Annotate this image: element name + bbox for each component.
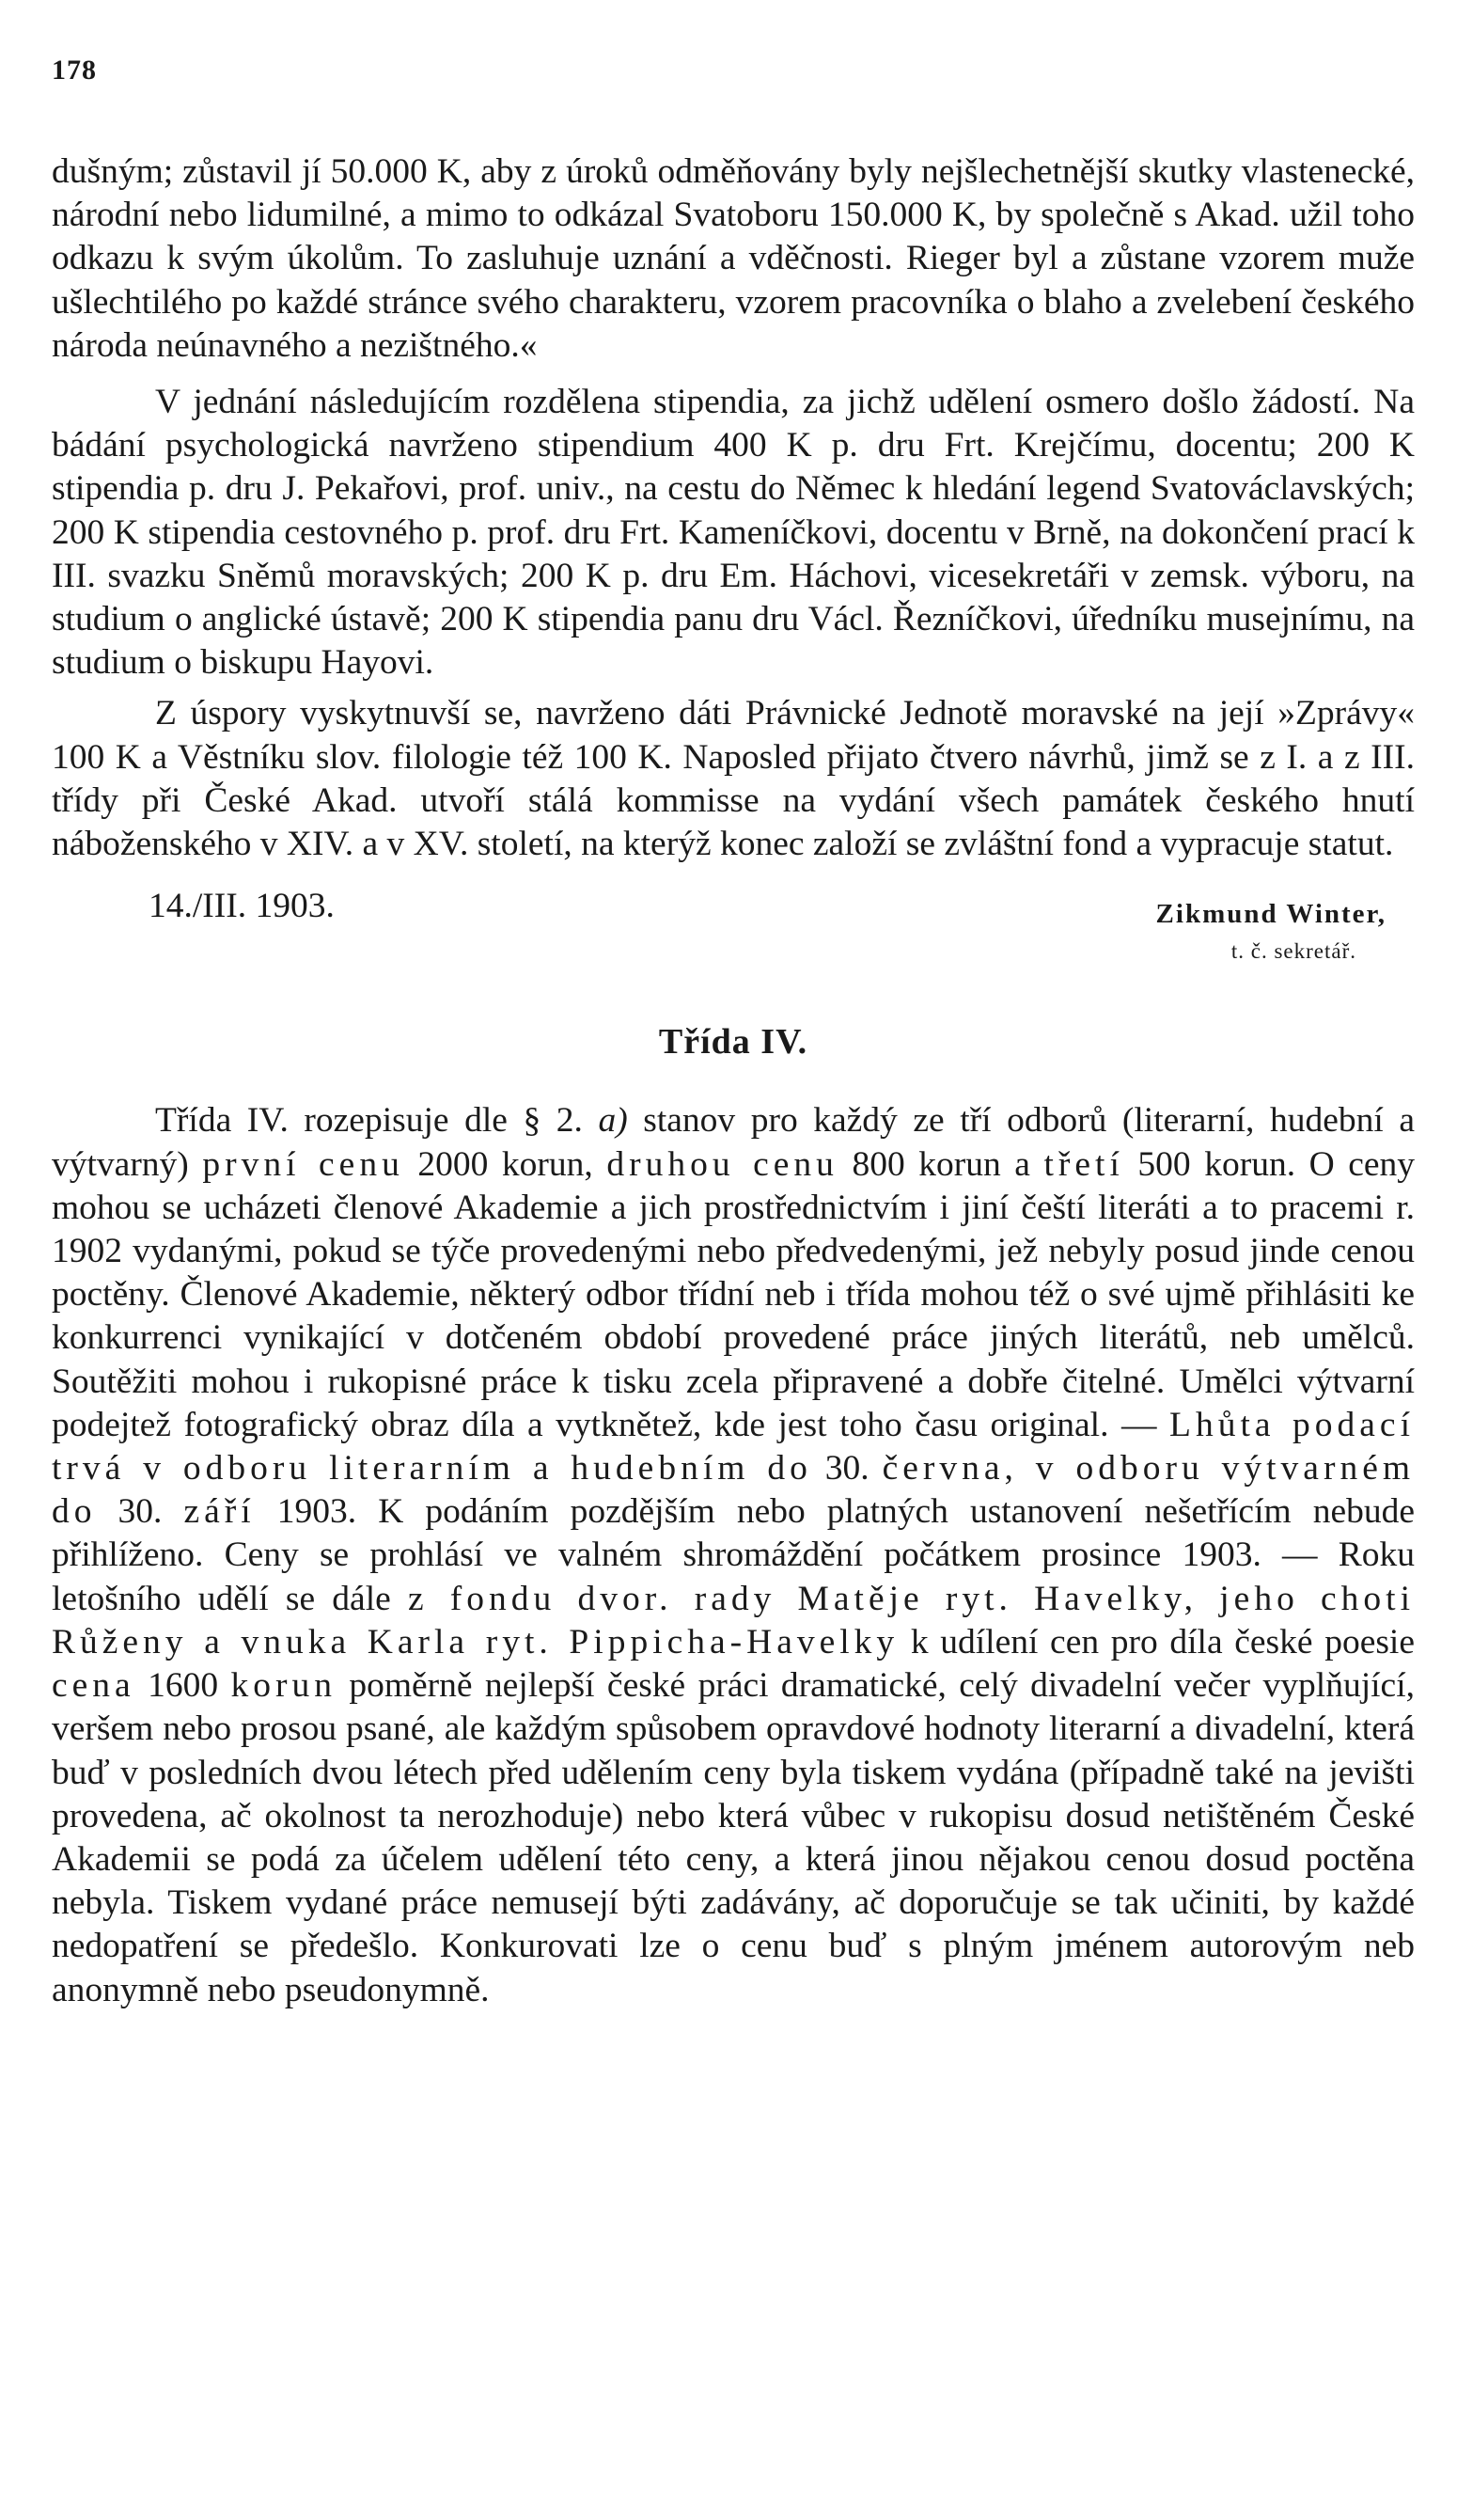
text-run-spaced: první cenu bbox=[202, 1144, 404, 1184]
text-run-spaced: z fondu dvor. rady Matěje ryt. Havelky, jeho choti Růženy a vnuka Karla ryt. Pippicha-Havelky bbox=[52, 1579, 1415, 1662]
text-block bbox=[52, 150, 1415, 2012]
text-run-normal: k udílení cen pro díla české poesie bbox=[899, 1622, 1415, 1662]
text-run-spaced: června, v odboru výtvarném do bbox=[52, 1449, 1416, 1532]
text-run-normal: 800 korun a bbox=[838, 1144, 1044, 1184]
paragraph-stipends: V jednání následujícím rozdělena stipendia, za jichž udělení osmero došlo žádostí. Na bádání psychologická navrženo stipendium 400 K p. dru Frt. Krejčímu, docentu; 200 K stipendia p. dru J. Pekařovi, prof. univ., na cestu do Němec k hledání legend Svatováclavských; 200 K stipendia cestovného p. prof. dru Frt. Kameníčkovi, docentu v Brně, na dokončení prací k III. svazku Sněmů moravských; 200 K p. dru Em. Háchovi, vicesekretáři v zemsk. výboru, na studium o anglické ústavě; 200 K stipendia panu dru Václ. Řezníčkovi, úředníku musejnímu, na studium o biskupu Hayovi. bbox=[52, 383, 1415, 683]
text-run-spaced: druhou cenu bbox=[606, 1144, 838, 1184]
text-run-italic: a) bbox=[598, 1101, 628, 1141]
text-run-normal: 30. bbox=[96, 1492, 184, 1532]
text-run-spaced: cena bbox=[52, 1666, 135, 1706]
text-run-spaced: Lhůta podací trvá v odboru literarním a hudebním do bbox=[52, 1405, 1415, 1488]
section-heading: Třída IV. bbox=[658, 1022, 808, 1063]
signature-role: t. č. sekretář. bbox=[1230, 939, 1356, 964]
text-run-normal: 1600 bbox=[134, 1666, 231, 1706]
text-run-spaced: září bbox=[183, 1492, 256, 1532]
text-run-normal: poměrně nejlepší české práci dramatické, celý divadelní večer vyplňující, veršem nebo prosou psané, ale každým spůsobem opravdové hodnoty literarní a divadelní, která buď v posledních dvou létech před udělením ceny byla tiskem vydána (případně také na jevišti provedena, ač okolnost ta nerozhoduje) nebo která vůbec v rukopisu dosud netištěném České Akademii se podá za účelem udělení této ceny, a která jinou nějakou cenou dosud poctěna nebyla. Tiskem vydané práce nemusejí býti zadávány, ač doporučuje se tak učiniti, by každé nedopatření se předešlo. Konkurovati lze o cenu buď s plným jménem autorovým neb anonymně nebo pseudonymně. bbox=[52, 1666, 1415, 2009]
text-run-normal: 2000 korun, bbox=[403, 1144, 607, 1184]
signature-date: 14./III. 1903. bbox=[149, 887, 335, 926]
paragraph-savings: Z úspory vyskytnuvší se, navrženo dáti Právnické Jednotě moravské na její »Zprávy« 100 K a Věstníku slov. filologie též 100 K. Naposled přijato čtvero návrhů, jimž se z I. a z III. třídy při České Akad. utvoří stálá kommisse na vydání všech památek českého hnutí náboženského v XIV. a v XV. století, na kterýž konec založí se zvláštní fond a vypracuje statut. bbox=[52, 694, 1415, 864]
text-run-normal: stanov pro každý ze tří odborů (literarní, hudební a výtvarný) bbox=[52, 1101, 1416, 1184]
text-run-normal: 500 korun. O ceny mohou se ucházeti členové Akademie a jich prostřednictvím i jiní čeští literáti a to pracemi r. 1902 vydanými, pokud se týče provedenými nebo předvedenými, jež nebyly posud jinde cenou poctěny. Členové Akademie, některý odbor třídní neb i třída mohou též o své ujmě přihlásiti ke konkurrenci vynikající v dotčeném období provedené práce jiných literátů, neb umělců. Soutěžiti mohou i rukopisné práce k tisku zcela připravené a dobře čitelné. Umělci výtvarní podejtež fotografický obraz díla a vytknětež, kde jest toho času original. — bbox=[52, 1144, 1416, 1444]
signature-block bbox=[52, 885, 1415, 975]
signature-name: Zikmund Winter, bbox=[1155, 899, 1386, 930]
text-run-normal: Třída IV. rozepisuje dle § 2. bbox=[155, 1101, 599, 1141]
text-run-spaced: třetí bbox=[1043, 1144, 1124, 1184]
text-run-normal: 30. bbox=[811, 1449, 883, 1488]
text-run-normal: 1903. K podáním pozdějším nebo platných ustanovení nešetřícím nebude přihlíženo. Ceny se prohlásí ve valném shromáždění počátkem prosince 1903. — Roku letošního udělí se dále bbox=[52, 1492, 1416, 1618]
page-number: 178 bbox=[52, 55, 97, 86]
paragraph-continuation: dušným; zůstavil jí 50.000 K, aby z úroků odměňovány byly nejšlechetnější skutky vlastenecké, národní nebo lidumilné, a mimo to odkázal Svatoboru 150.000 K, by společně s Akad. užil toho odkazu k svým úkolům. To zasluhuje uznání a vděčnosti. Rieger byl a zůstane vzorem muže ušlechtilého po každé stránce svého charakteru, vzorem pracovníka o blaho a zvelebení českého národa neúnavného a nezištného.« bbox=[52, 152, 1415, 365]
section-body-paragraph bbox=[52, 1099, 1415, 2011]
text-run-spaced: korun bbox=[230, 1666, 337, 1706]
